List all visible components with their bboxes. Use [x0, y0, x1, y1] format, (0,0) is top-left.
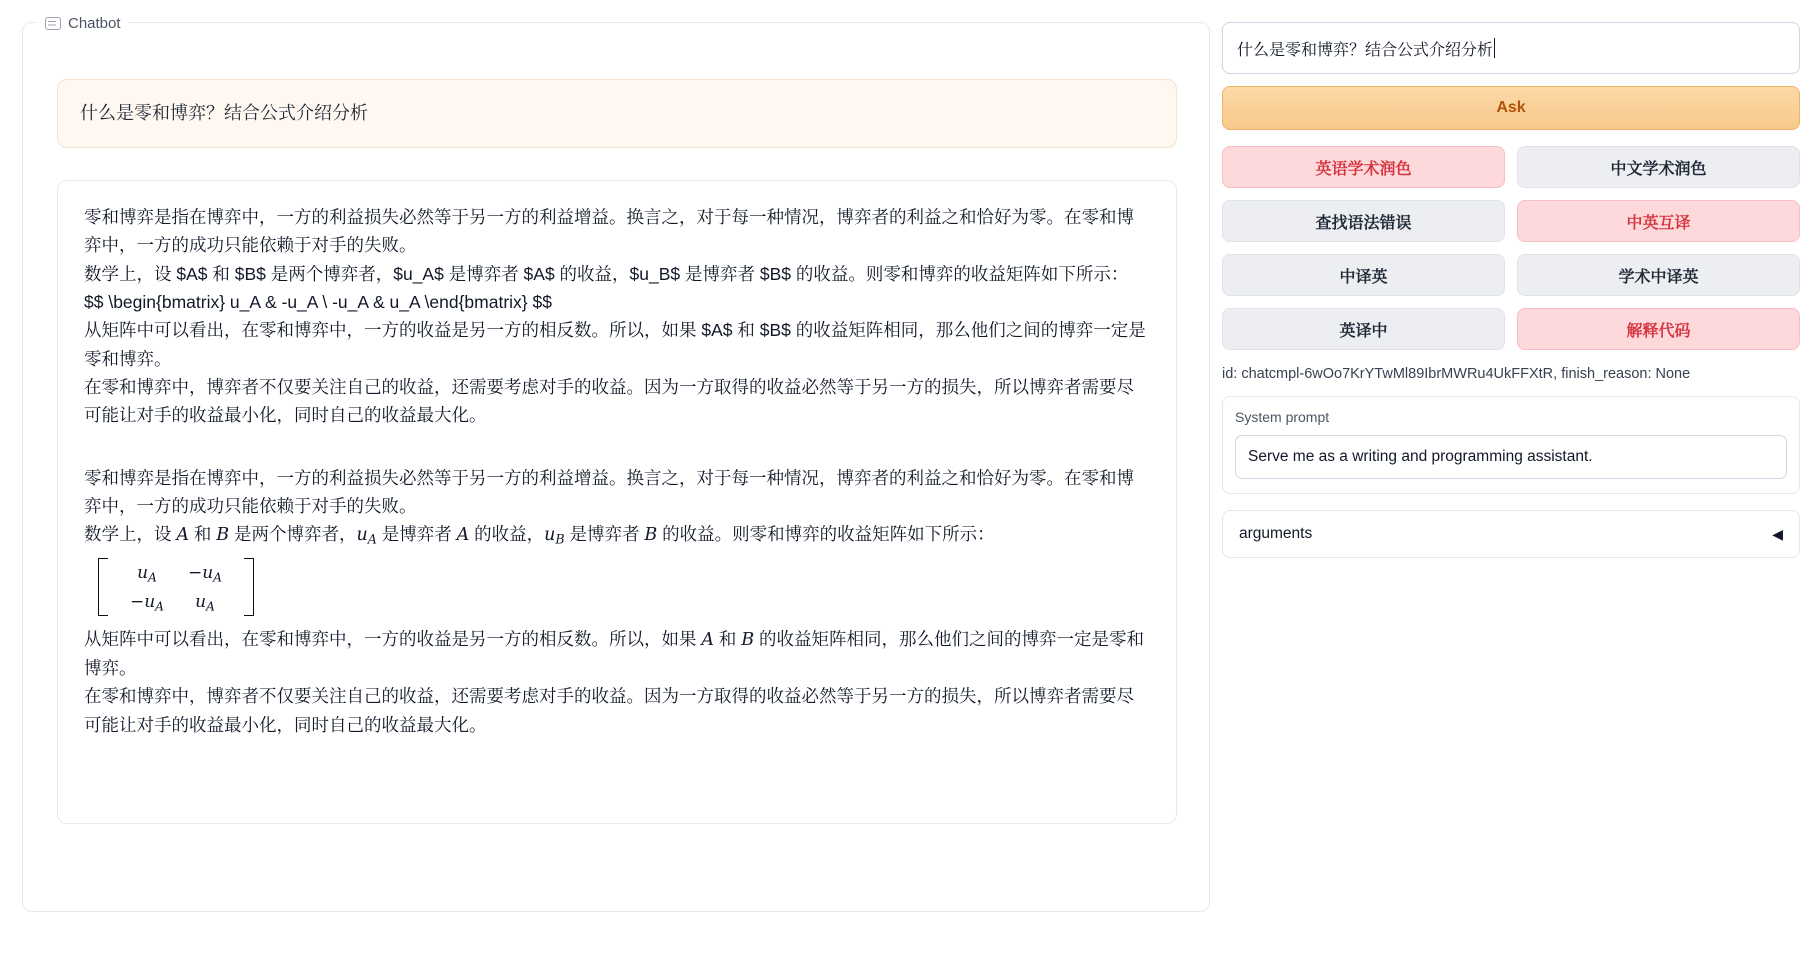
ask-button[interactable] — [1222, 86, 1800, 130]
seg-e: 的收益， — [469, 524, 545, 545]
var-uA: u — [356, 525, 368, 546]
arguments-accordion[interactable] — [1222, 510, 1800, 558]
bot-raw-paragraph-4: 从矩阵中可以看出，在零和博弈中，一方的收益是另一方的相反数。所以，如果 $A$ 和 $B$ 的收益矩阵相同，那么他们之间的博弈一定是零和博弈。 — [84, 320, 1146, 369]
var-A: A — [176, 525, 190, 546]
message-separator — [84, 430, 1150, 464]
var-B2: B — [644, 525, 658, 546]
quick-button-label: 解释代码 — [1626, 322, 1691, 340]
matrix-cell-22: $u_A$ — [195, 591, 215, 613]
chatbot-label-text: Chatbot — [68, 14, 121, 32]
quick-button-label: 查找语法错误 — [1315, 214, 1412, 232]
arguments-accordion-label: arguments — [1239, 525, 1313, 542]
payoff-matrix — [98, 558, 254, 616]
var-uA-sub: A — [367, 531, 377, 547]
quick-button-en-to-zh[interactable] — [1222, 308, 1505, 350]
bot-rendered-paragraph-5: 在零和博弈中，博弈者不仅要关注自己的收益，还需要考虑对手的收益。因为一方取得的收益必然等于另一方的损失，所以博弈者需要尽可能让对手的收益最小化，同时自己的收益最大化。 — [84, 686, 1134, 735]
var-uB-sub: B — [555, 531, 565, 547]
seg-p4c: 的收益矩阵相同，那么他们之间的博弈一定是零和博弈。 — [84, 628, 1144, 679]
seg-c: 是两个博弈者， — [229, 524, 357, 545]
quick-button-label: 中译英 — [1339, 268, 1388, 286]
matrix-cell-12: $-u_A$ — [187, 563, 223, 585]
matrix-cells — [108, 558, 244, 616]
system-prompt-group — [1222, 396, 1800, 494]
bot-rendered-paragraph-2 — [84, 520, 1150, 550]
chatbot-panel-label — [37, 10, 129, 36]
prompt-input-value: 什么是零和博弈？结合公式介绍分析 — [1237, 41, 1494, 59]
var-A3: A — [701, 629, 714, 650]
var-B3: B — [741, 629, 755, 650]
seg-g: 的收益。则零和博弈的收益矩阵如下所示： — [657, 524, 995, 545]
quick-button-zh-to-en[interactable] — [1222, 254, 1505, 296]
seg-a: 数学上，设 — [84, 524, 177, 545]
bot-rendered-paragraph-1: 零和博弈是指在博弈中，一方的利益损失必然等于另一方的利益增益。换言之，对于每一种情况，博弈者的利益之和恰好为零。在零和博弈中，一方的成功只能依赖于对手的失败。 — [84, 467, 1134, 517]
quick-button-grammar-check[interactable] — [1222, 200, 1505, 242]
prompt-input[interactable] — [1222, 22, 1800, 74]
chatbot-panel — [22, 14, 1210, 912]
controls-panel — [1222, 22, 1800, 558]
quick-action-grid — [1222, 146, 1800, 350]
seg-p4b: 和 — [714, 628, 742, 649]
quick-button-label: 英译中 — [1339, 322, 1388, 340]
bot-raw-paragraph-5: 在零和博弈中，博弈者不仅要关注自己的收益，还需要考虑对手的收益。因为一方取得的收益必然等于另一方的损失，所以博弈者需要尽可能让对手的收益最小化，同时自己的收益最大化。 — [84, 377, 1134, 426]
user-message-bubble — [57, 79, 1177, 148]
system-prompt-value: Serve me as a writing and programming assistant. — [1248, 448, 1593, 465]
quick-button-label: 学术中译英 — [1618, 268, 1699, 286]
quick-button-chinese-polish[interactable] — [1517, 146, 1800, 188]
seg-p4a: 从矩阵中可以看出，在零和博弈中，一方的收益是另一方的相反数。所以，如果 — [84, 628, 702, 649]
bot-message-bubble — [57, 180, 1177, 824]
quick-button-label: 英语学术润色 — [1315, 160, 1412, 178]
status-text: id: chatcmpl-6wOo7KrYTwMl89IbrMWRu4UkFFXtR, finish_reason: None — [1222, 366, 1691, 382]
quick-button-explain-code[interactable] — [1517, 308, 1800, 350]
matrix-bracket-right — [244, 558, 254, 616]
matrix-cell-11: $u_A$ — [137, 563, 157, 585]
chevron-left-icon: ◀ — [1772, 525, 1783, 542]
seg-f: 是博弈者 — [564, 524, 645, 545]
matrix-bracket-left — [98, 558, 108, 616]
bot-raw-paragraph-1: 零和博弈是指在博弈中，一方的利益损失必然等于另一方的利益增益。换言之，对于每一种情况，博弈者的利益之和恰好为零。在零和博弈中，一方的成功只能依赖于对手的失败。 — [84, 207, 1134, 256]
seg-d: 是博弈者 — [376, 524, 457, 545]
user-message-text: 什么是零和博弈？结合公式介绍分析 — [80, 103, 368, 123]
bot-raw-latex: $$ \begin{bmatrix} u_A & -u_A \ -u_A & u_A \end{bmatrix} $$ — [84, 292, 552, 313]
seg-b: 和 — [189, 524, 217, 545]
quick-button-zh-en-translate[interactable] — [1517, 200, 1800, 242]
bot-rendered-paragraph-4 — [84, 625, 1150, 683]
quick-button-english-polish[interactable] — [1222, 146, 1505, 188]
quick-button-label: 中英互译 — [1626, 214, 1691, 232]
bot-raw-paragraph-2: 数学上，设 $A$ 和 $B$ 是两个博弈者，$u_A$ 是博弈者 $A$ 的收益，$u_B$ 是博弈者 $B$ 的收益。则零和博弈的收益矩阵如下所示： — [84, 263, 1129, 284]
matrix-cell-21: $-u_A$ — [129, 591, 165, 613]
ask-button-label: Ask — [1496, 99, 1526, 116]
quick-button-label: 中文学术润色 — [1610, 160, 1707, 178]
system-prompt-label: System prompt — [1235, 409, 1330, 425]
var-uB: u — [544, 525, 556, 546]
var-B: B — [216, 525, 230, 546]
chat-icon — [45, 17, 61, 30]
quick-button-academic-zh-to-en[interactable] — [1517, 254, 1800, 296]
var-A2: A — [456, 525, 470, 546]
system-prompt-input[interactable] — [1235, 435, 1787, 479]
text-caret — [1494, 38, 1495, 58]
